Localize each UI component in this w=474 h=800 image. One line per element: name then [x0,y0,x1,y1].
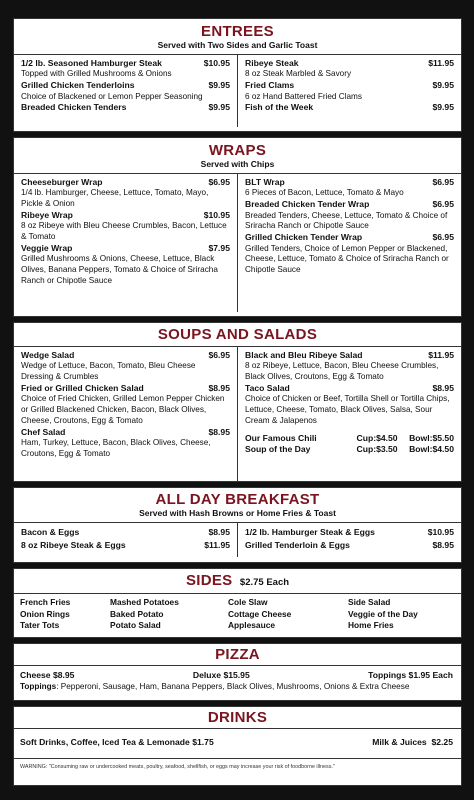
item-description: Wedge of Lettuce, Bacon, Tomato, Bleu Cheese Dressing & Crumbles [21,361,196,382]
side-item: Baked Potato [110,608,164,619]
wraps-subtitle: Served with Chips [200,159,275,169]
breakfast-subtitle: Served with Hash Browns or Home Fries & Toast [139,508,336,518]
pizza-toppings-label: Toppings [20,682,57,691]
side-item: Side Salad [348,597,391,607]
menu-item: Grilled Chicken Tenderloins $9.95 [21,80,230,91]
item-description: 8 oz Ribeye, Lettuce, Bacon, Bleu Cheese Crumbles, Black Olives, Croutons, Egg & Tomato [245,361,439,382]
drinks-title: DRINKS [207,709,268,726]
pizza-title: PIZZA [215,646,260,663]
menu-item: Fried or Grilled Chicken Salad $8.95 [21,383,230,393]
side-item: Cottage Cheese [228,608,292,619]
sides-column [20,597,110,632]
pizza-deluxe: Deluxe $15.95 [192,670,250,680]
drinks-row [14,729,461,748]
item-description: 1/4 lb. Hamburger, Cheese, Lettuce, Tomato, Mayo, Pickle & Onion [21,188,209,209]
pizza-cheese: Cheese $8.95 [20,670,75,680]
side-item: Mashed Potatoes [110,597,179,607]
pizza-section [13,643,462,701]
menu-item: Breaded Chicken Tender Wrap $6.95 [245,199,454,210]
item-description: 6 Pieces of Bacon, Lettuce, Tomato & Mayo [245,188,404,198]
menu-item: Ribeye Wrap $10.95 [21,210,230,220]
sides-column [228,597,348,632]
side-item: Applesauce [228,620,276,631]
menu-item: Ribeye Steak $11.95 [245,58,454,68]
wraps-section [13,137,462,317]
item-description: 8 oz Steak Marbled & Savory [245,69,352,79]
side-item: Veggie of the Day [348,608,418,619]
drinks-section [13,706,462,786]
soup-of-day-item: Soup of the Day Cup:$3.50 Bowl:$4.50 [245,444,454,455]
side-item: Cole Slaw [228,597,268,607]
menu-item: Grilled Tenderloin & Eggs $8.95 [245,540,454,550]
menu-item: Veggie Wrap $7.95 [21,243,230,253]
menu-item: Fish of the Week $9.95 [245,102,454,113]
pizza-toppings-list: : Pepperoni, Sausage, Ham, Banana Peppers, Black Olives, Mushrooms, Onions & Extra Cheese [56,682,410,691]
side-item: Onion Rings [20,608,70,619]
menu-item: Cheeseburger Wrap $6.95 [21,177,230,187]
breakfast-title: ALL DAY BREAKFAST [155,491,320,508]
wraps-title: WRAPS [208,142,267,159]
entrees-title: ENTREES [201,23,274,40]
entrees-subtitle: Served with Two Sides and Garlic Toast [157,40,318,50]
menu-item: 8 oz Ribeye Steak & Eggs $11.95 [21,540,230,550]
chili-item: Our Famous Chili Cup:$4.50 Bowl:$5.50 [245,432,454,443]
pizza-toppings-price: Toppings $1.95 Each [368,670,453,680]
entrees-section [13,18,462,132]
sides-column [110,597,228,632]
pizza-prices [14,666,461,681]
breakfast-section [13,487,462,563]
sides-title: SIDES [185,572,233,589]
item-description: Breaded Tenders, Cheese, Lettuce, Tomato & Choice of Sriracha Ranch or Chipotle Sauce [245,210,448,231]
item-description: Ham, Turkey, Lettuce, Bacon, Black Olives, Cheese, Croutons, Egg & Tomato [21,438,211,458]
menu-item: Taco Salad $8.95 [245,383,454,393]
item-description: Topped with Grilled Mushrooms & Onions [21,69,172,79]
side-item: Tater Tots [20,620,60,631]
menu-item: Grilled Chicken Tender Wrap $6.95 [245,232,454,243]
side-item: Potato Salad [110,620,161,631]
menu-item: Bacon & Eggs $8.95 [21,527,230,537]
drinks-soft: Soft Drinks, Coffee, Iced Tea & Lemonade $1.75 [20,737,214,747]
item-description: Grilled Tenders, Choice of Lemon Pepper or Blackened, Cheese, Lettuce, Tomato & Choice of Sriracha Ranch or Chipotle Sauce [245,243,449,275]
warning-text: WARNING: "Consuming raw or undercooked meats, poultry, seafood, shellfish, or eggs may increase your risk of foodborne illness." [20,764,335,770]
item-description: Grilled Mushrooms & Onions, Cheese, Lettuce, Black Olives, Banana Peppers, Tomato & Choice of Sriracha Ranch or Chipotle Sauce [21,254,218,285]
menu-item: Wedge Salad $6.95 [21,350,230,360]
soups-salads-section [13,322,462,482]
item-description: 8 oz Ribeye with Bleu Cheese Crumbles, Bacon, Lettuce & Tomato [21,221,227,242]
pizza-toppings [14,681,461,693]
drinks-milk: Milk & Juices $2.25 [372,737,453,747]
soups-title: SOUPS AND SALADS [157,326,318,343]
sides-section [13,568,462,638]
item-description: Choice of Fried Chicken, Grilled Lemon Pepper Chicken or Grilled Blackened Chicken, Bacon, Black Olives, Cheese, Croutons, Egg & Tomato [21,394,225,425]
menu-item: BLT Wrap $6.95 [245,177,454,187]
menu-item: Breaded Chicken Tenders $9.95 [21,102,230,113]
sides-price: $2.75 Each [239,577,290,588]
menu-item: Black and Bleu Ribeye Salad $11.95 [245,350,454,360]
sides-column [348,597,455,632]
side-item: Home Fries [348,620,394,631]
menu-item: 1/2 lb. Hamburger Steak & Eggs $10.95 [245,527,454,537]
menu-item: 1/2 lb. Seasoned Hamburger Steak $10.95 [21,58,230,68]
item-description: 6 oz Hand Battered Fried Clams [245,91,362,101]
item-description: Choice of Blackened or Lemon Pepper Seasoning [21,91,203,101]
side-item: French Fries [20,597,71,607]
menu-item: Chef Salad $8.95 [21,426,230,437]
item-description: Choice of Chicken or Beef, Tortilla Shell or Tortilla Chips, Lettuce, Cheese, Tomato, Black Olives, Salsa, Sour Cream & Jalapenos [245,394,450,425]
menu-item: Fried Clams $9.95 [245,80,454,91]
